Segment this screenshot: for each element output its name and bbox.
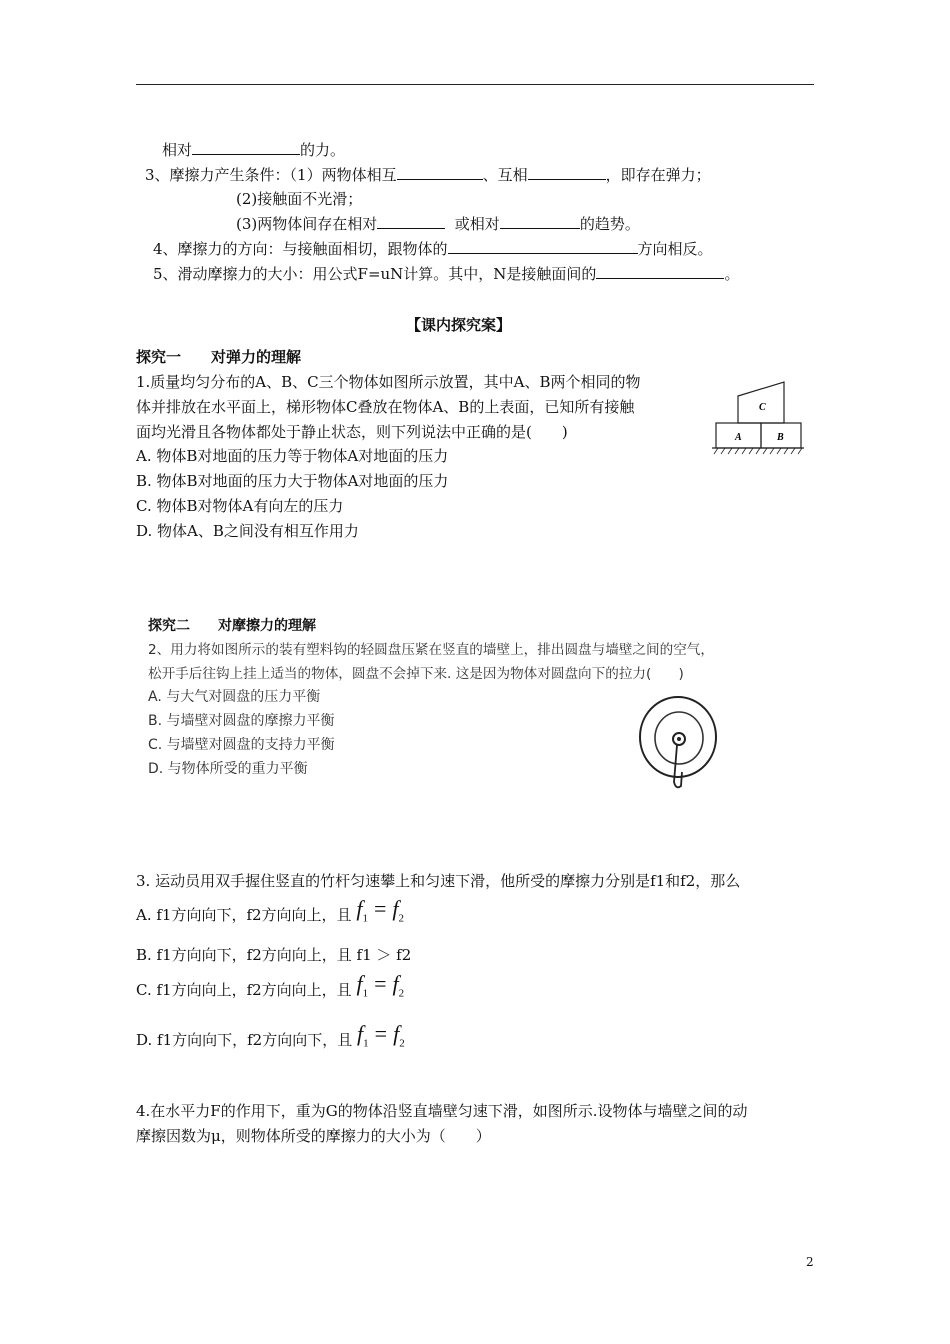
q2-option-a[interactable]: A. 与大气对圆盘的压力平衡 — [148, 689, 321, 705]
condition-3-2 — [236, 189, 362, 209]
line-relative — [162, 140, 345, 160]
text: 5、滑动摩擦力的大小：用公式F=uN计算。其中，N是接触面间的 — [153, 265, 597, 283]
text: 4、摩擦力的方向：与接触面相切，跟物体的 — [153, 240, 448, 258]
q4-line-1: 4.在水平力F的作用下，重为G的物体沿竖直墙壁匀速下滑，如图所示.设物体与墙壁之间的动 — [136, 1102, 748, 1120]
label-b: B — [777, 432, 784, 443]
q2-option-b[interactable]: B. 与墙壁对圆盘的摩擦力平衡 — [148, 713, 335, 729]
text: A. f1方向向下，f2方向向上，且 — [136, 906, 352, 924]
equation-f1-eq-f2: $f_1 = f_2$ — [356, 971, 405, 1000]
suction-cup-figure — [634, 684, 724, 794]
text: 相对 — [162, 141, 193, 159]
answer-blank[interactable] — [596, 264, 724, 279]
label-c: C — [759, 402, 766, 413]
q1-option-b[interactable]: B. 物体B对地面的压力大于物体A对地面的压力 — [136, 472, 449, 490]
q2-option-c[interactable]: C. 与墙壁对圆盘的支持力平衡 — [148, 737, 335, 753]
blocks-abc-figure — [708, 378, 808, 460]
page-number: 2 — [806, 1255, 814, 1269]
label-a: A — [735, 432, 742, 443]
q2-line-2: 松开手后往钩上挂上适当的物体，圆盘不会掉下来. 这是因为物体对圆盘向下的拉力( ) — [148, 666, 684, 682]
answer-blank[interactable] — [377, 214, 445, 229]
text: 3、摩擦力产生条件：（1）两物体相互 — [145, 166, 397, 184]
q4-line-2: 摩擦因数为μ，则物体所受的摩擦力的大小为（ ） — [136, 1127, 491, 1145]
q3-option-d[interactable] — [136, 1021, 405, 1057]
cup-outer-ring — [640, 697, 716, 777]
text: D. f1方向向下，f2方向向下，且 — [136, 1031, 353, 1049]
q1-line-1: 1.质量均匀分布的A、B、C三个物体如图所示放置，其中A、B两个相同的物 — [136, 373, 641, 391]
q1-line-2: 体并排放在水平面上，梯形物体C叠放在物体A、B的上表面，已知所有接触 — [136, 398, 635, 416]
text: 、互相 — [482, 166, 528, 184]
condition-3 — [145, 165, 711, 185]
q3-option-c[interactable] — [136, 971, 405, 1007]
equation-f1-eq-f2: $f_1 = f_2$ — [356, 896, 405, 925]
hook-icon — [674, 745, 682, 787]
equation-f1-eq-f2: $f_1 = f_2$ — [357, 1021, 405, 1050]
answer-blank[interactable] — [397, 165, 483, 180]
text: C. f1方向向上，f2方向向上，且 — [136, 981, 352, 999]
answer-blank[interactable] — [528, 165, 606, 180]
text: ，即存在弹力； — [605, 166, 711, 184]
text: (3)两物体间存在相对 — [236, 215, 378, 233]
text: 的力。 — [300, 141, 346, 159]
friction-direction — [153, 239, 713, 259]
condition-3-3 — [236, 214, 640, 234]
sliding-friction-size — [153, 264, 739, 284]
answer-blank[interactable] — [448, 239, 638, 254]
text: 或相对 — [454, 215, 500, 233]
q1-option-d[interactable]: D. 物体A、B之间没有相互作用力 — [136, 522, 359, 540]
answer-blank[interactable] — [500, 214, 580, 229]
q2-option-d[interactable]: D. 与物体所受的重力平衡 — [148, 761, 308, 777]
explore1-heading: 探究一 对弹力的理解 — [136, 348, 302, 366]
q1-line-3: 面均光滑且各物体都处于静止状态，则下列说法中正确的是( ) — [136, 423, 568, 441]
section-title: 【课内探究案】 — [406, 316, 512, 334]
q1-option-c[interactable]: C. 物体B对物体A有向左的压力 — [136, 497, 344, 515]
q2-line-1: 2、用力将如图所示的装有塑料钩的轻圆盘压紧在竖直的墙壁上，排出圆盘与墙壁之间的空气， — [148, 642, 714, 658]
ground-hatch — [714, 448, 802, 454]
text: 。 — [724, 265, 740, 283]
q3-option-b[interactable]: B. f1方向向下，f2方向向上，且 f1 ＞ f2 — [136, 946, 412, 964]
answer-blank[interactable] — [192, 140, 300, 155]
header-rule — [136, 84, 814, 85]
q3-stem: 3. 运动员用双手握住竖直的竹杆匀速攀上和匀速下滑，他所受的摩擦力分别是f1和f2，那么 — [136, 872, 741, 890]
text: 的趋势。 — [579, 215, 640, 233]
q3-option-a[interactable] — [136, 896, 405, 932]
q1-option-a[interactable]: A. 物体B对地面的压力等于物体A对地面的压力 — [136, 447, 449, 465]
text: 方向相反。 — [637, 240, 713, 258]
explore2-heading: 探究二 对摩擦力的理解 — [148, 618, 316, 634]
text: (2)接触面不光滑； — [236, 190, 363, 208]
